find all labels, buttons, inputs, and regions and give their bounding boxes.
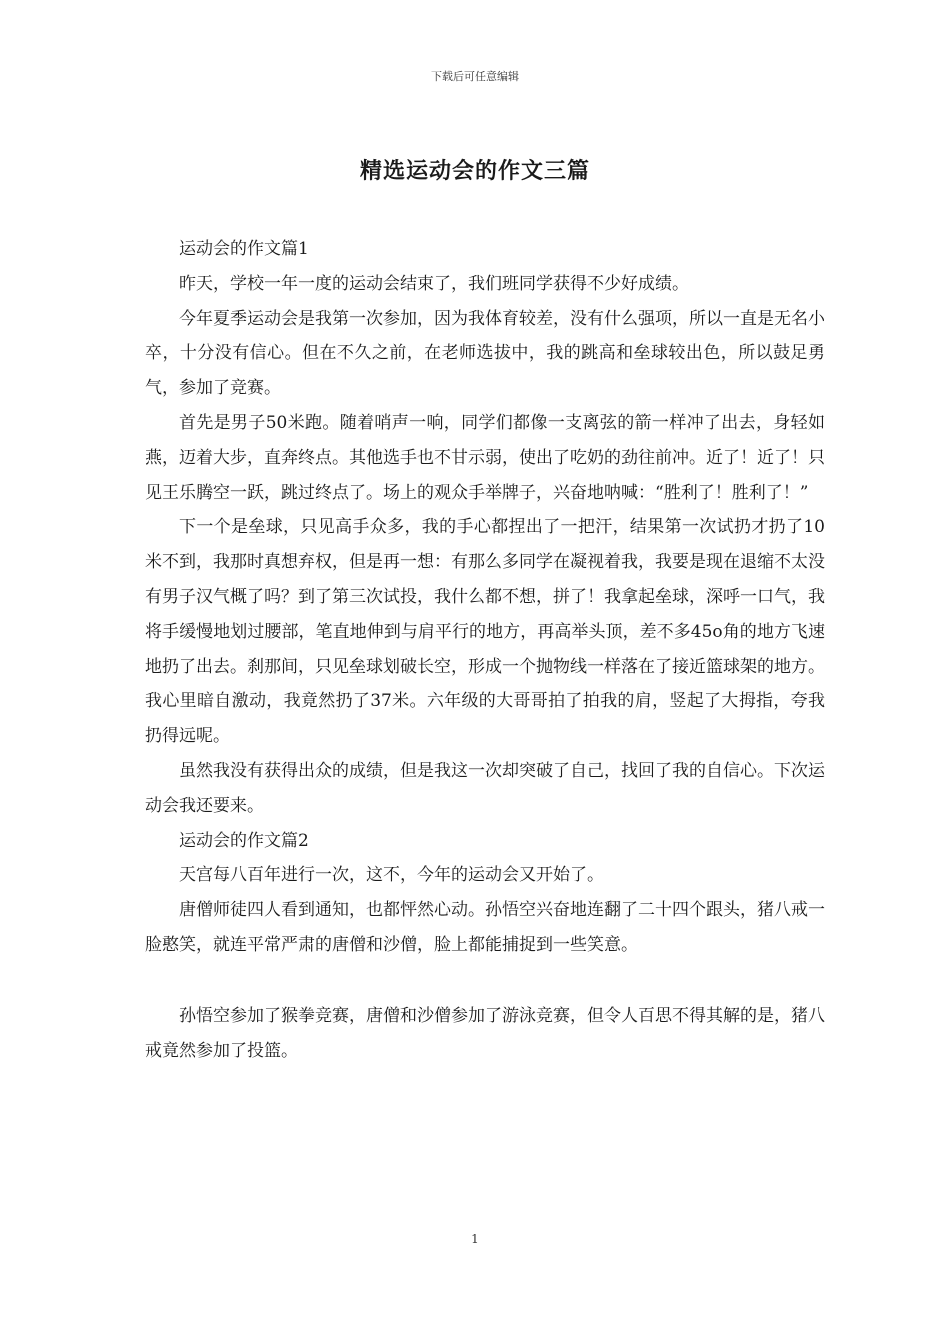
page-number: 1 <box>471 1232 479 1246</box>
header-note: 下载后可任意编辑 <box>431 70 519 83</box>
paragraph: 首先是男子50米跑。随着哨声一响，同学们都像一支离弦的箭一样冲了出去，身轻如燕，迈着大步，直奔终点。其他选手也不甘示弱，使出了吃奶的劲往前冲。近了！近了！只见王乐腾空一跃，跳过终点了。场上的观众手举牌子，兴奋地呐喊：“胜利了！胜利了！” <box>145 412 825 503</box>
paragraph: 昨天，学校一年一度的运动会结束了，我们班同学获得不少好成绩。 <box>179 273 689 294</box>
document-body <box>145 232 825 1068</box>
paragraph: 虽然我没有获得出众的成绩，但是我这一次却突破了自己，找回了我的自信心。下次运动会我还要来。 <box>145 760 825 816</box>
paragraph: 天宫每八百年进行一次，这不，今年的运动会又开始了。 <box>179 865 604 886</box>
paragraph: 孙悟空参加了猴拳竞赛，唐僧和沙僧参加了游泳竞赛，但令人百思不得其解的是，猪八戒竟然参加了投篮。 <box>145 1005 825 1061</box>
section-heading-1: 运动会的作文篇1 <box>179 239 309 259</box>
paragraph: 唐僧师徒四人看到通知，也都怦然心动。孙悟空兴奋地连翻了二十四个跟头，猪八戒一脸憨笑，就连平常严肃的唐僧和沙僧，脸上都能捕捉到一些笑意。 <box>145 900 825 955</box>
paragraph: 下一个是垒球，只见高手众多，我的手心都捏出了一把汗，结果第一次试扔才扔了10米不到，我那时真想弃权，但是再一想：有那么多同学在凝视着我，我要是现在退缩不太没有男子汉气概了吗？到了第三次试投，我什么都不想，拼了！我拿起垒球，深呼一口气，我将手缓慢地划过腰部，笔直地伸到与肩平行的地方，再高举头顶，差不多45o角的地方飞速地扔了出去。刹那间，只见垒球划破长空，形成一个抛物线一样落在了接近篮球架的地方。我心里暗自激动，我竟然扔了37米。六年级的大哥哥拍了拍我的肩，竖起了大拇指，夸我扔得远呢。 <box>145 517 825 747</box>
document-title: 精选运动会的作文三篇 <box>359 159 590 184</box>
section-heading-2: 运动会的作文篇2 <box>179 830 309 851</box>
paragraph: 今年夏季运动会是我第一次参加，因为我体育较差，没有什么强项，所以一直是无名小卒，十分没有信心。但在不久之前，在老师选拔中，我的跳高和垒球较出色，所以鼓足勇气，参加了竞赛。 <box>145 308 825 399</box>
